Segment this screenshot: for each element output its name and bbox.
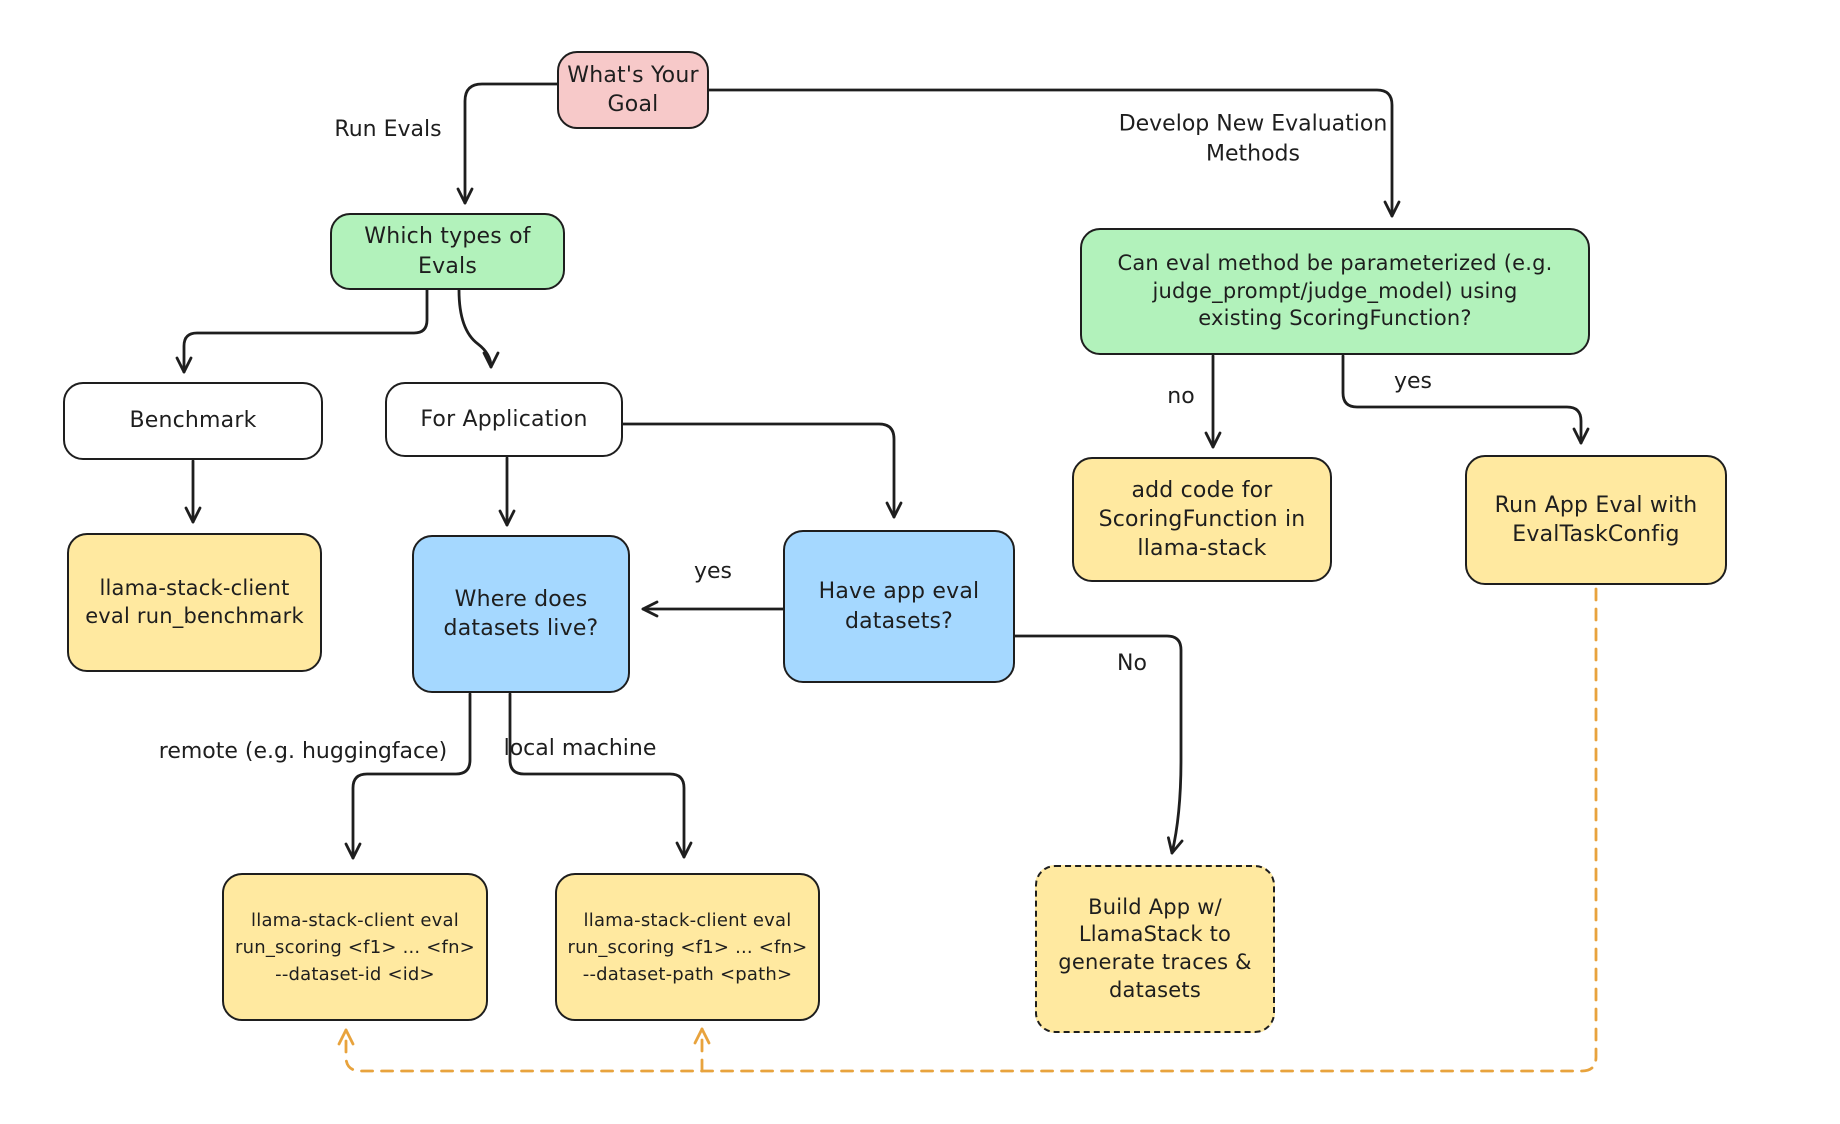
node-text-line: Which types of [364,224,531,250]
node-text-line: datasets? [844,608,954,634]
edge-goal-to-which-types [465,84,557,203]
node-text-line: Run App Eval with [1494,492,1698,518]
node-text-line: llama-stack [1137,536,1267,562]
node-text-line: llama-stack-client eval [583,909,792,931]
node-run-benchmark-command [67,533,322,672]
node-build-app-with-llamastack [1035,865,1275,1033]
node-text-line: Benchmark [129,408,257,434]
node-run-scoring-dataset-path-command [555,873,820,1021]
node-have-app-eval-datasets [783,530,1015,683]
node-text-line: run_scoring <f1> ... <fn> [567,936,808,958]
node-text-line: llama-stack-client eval [251,909,459,931]
node-text-line: LlamaStack to [1078,922,1232,947]
node-text-line: generate traces & [1058,950,1252,974]
node-add-code-for-scoringfunction [1072,457,1332,582]
node-can-eval-method-be-parameterized [1080,228,1590,355]
edge-have-datasets-no-to-build-app [1015,636,1181,853]
edge-label-no-have-datasets: No [1117,651,1147,677]
node-text-line: Goal [607,92,659,117]
edge-for-application-to-have-datasets [623,424,894,517]
node-run-scoring-dataset-id-command [222,873,488,1021]
node-text-line: --dataset-path <path> [582,963,793,985]
node-whats-your-goal [557,51,709,129]
edge-label-local-machine: local machine [503,736,657,762]
edge-label-line: Methods [1206,141,1300,166]
edge-which-types-to-for-application [459,290,491,367]
node-text-line: Can eval method be parameterized (e.g. [1117,250,1553,275]
node-which-types-of-evals [330,213,565,290]
edge-label-yes-have-datasets: yes [693,559,733,585]
node-text-line: Build App w/ [1088,894,1222,919]
edge-label-yes-parameterize: yes [1393,369,1433,395]
node-text-line: Where does [454,586,588,612]
edge-label-no-parameterize: no [1167,384,1195,410]
edge-label-develop-new-evaluation-methods [1119,109,1388,168]
node-text-line: judge_prompt/judge_model) using [1152,278,1518,303]
node-text-line: eval run_benchmark [85,603,304,628]
edge-where-datasets-local-to-run-scoring-path [510,694,684,857]
node-text-line: EvalTaskConfig [1512,522,1680,547]
node-text-line: Have app eval [818,579,980,605]
node-text-line: existing ScoringFunction? [1198,306,1472,331]
node-where-does-datasets-live [412,535,630,693]
node-text-line: What's Your [567,62,699,88]
node-for-application [385,382,623,457]
node-text-line: ScoringFunction in [1098,506,1306,532]
edge-label-remote-huggingface: remote (e.g. huggingface) [158,739,448,765]
node-run-app-eval-with-evaltaskconfig [1465,455,1727,585]
node-text-line: run_scoring <f1> ... <fn> [235,936,475,958]
edge-label-line: Develop New Evaluation [1118,111,1388,137]
node-text-line: llama-stack-client [99,575,290,600]
node-text-line: Evals [418,253,477,279]
node-text-line: datasets live? [443,616,599,641]
edge-which-types-to-benchmark [184,290,427,372]
node-benchmark [63,382,323,460]
node-text-line: For Application [420,406,588,432]
edge-parameterize-yes-to-run-app-eval [1343,356,1581,443]
node-text-line: add code for [1131,477,1273,503]
edge-label-run-evals: Run Evals [334,117,442,143]
node-text-line: datasets [1109,977,1201,1002]
node-text-line: --dataset-id <id> [275,963,435,985]
edge-where-datasets-remote-to-run-scoring-id [353,694,470,858]
